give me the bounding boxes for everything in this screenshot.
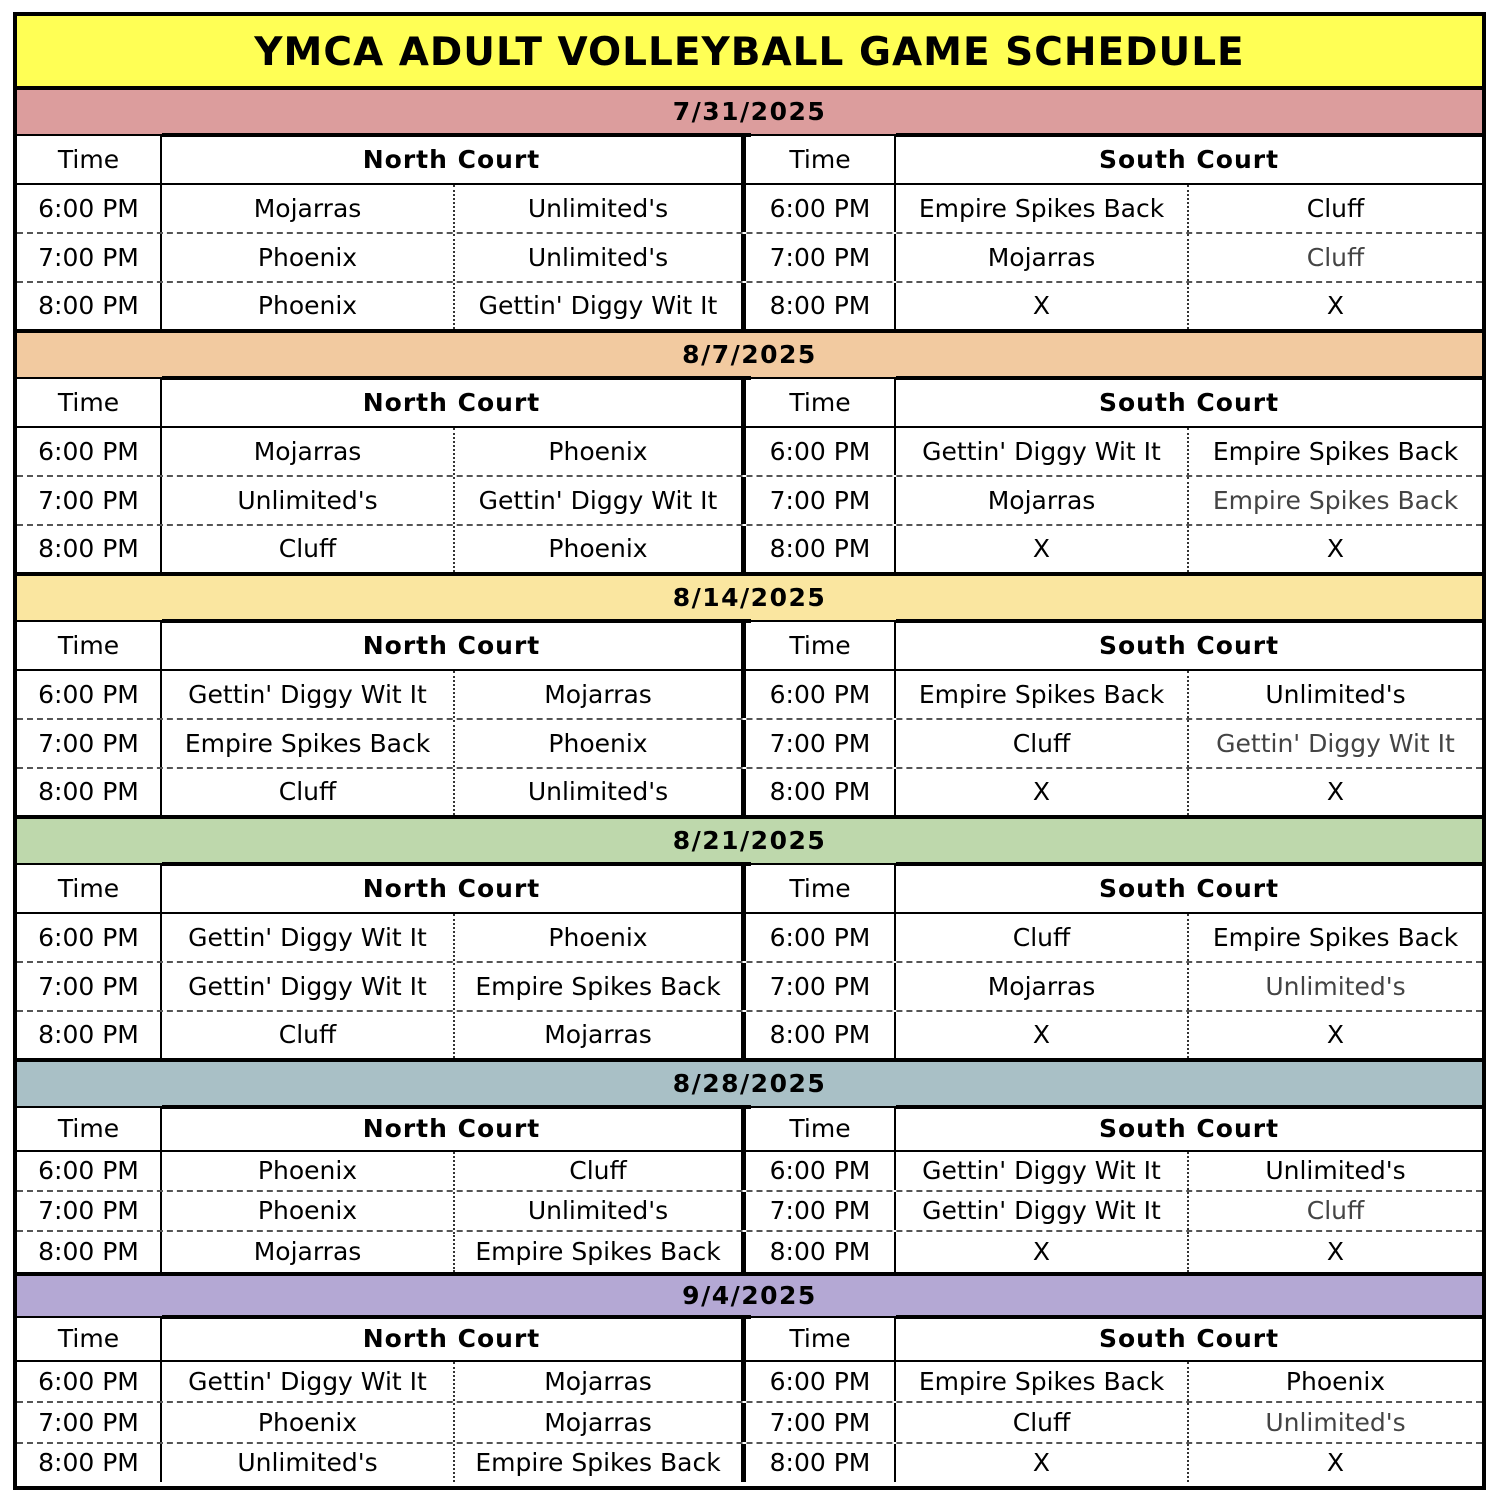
time-header: Time	[17, 865, 162, 912]
north-time-cell: 7:00 PM	[17, 477, 162, 524]
north-court-header: North Court	[162, 1108, 746, 1150]
north-team-b: Unlimited's	[455, 185, 746, 232]
south-time-cell: 8:00 PM	[746, 1444, 896, 1482]
time-header: Time	[746, 865, 896, 912]
schedule-sheet	[13, 12, 1486, 1490]
south-time-cell: 7:00 PM	[746, 1192, 896, 1230]
south-time-cell: 8:00 PM	[746, 769, 896, 815]
time-header: Time	[746, 136, 896, 183]
court-header-row	[17, 1318, 1482, 1362]
south-team-a: X	[896, 1444, 1189, 1482]
south-team-b: X	[1326, 291, 1345, 320]
day-block	[17, 90, 1482, 333]
south-time-cell: 8:00 PM	[746, 1012, 896, 1058]
south-header-rule	[896, 133, 1482, 137]
north-team-b: Mojarras	[455, 1403, 746, 1442]
game-row	[17, 1152, 1482, 1192]
south-team-b: Gettin' Diggy Wit It	[1216, 729, 1455, 758]
game-row	[17, 526, 1482, 572]
south-court-header: South Court	[1098, 388, 1280, 417]
north-team-a: Cluff	[162, 769, 455, 815]
north-team-a: Phoenix	[162, 283, 455, 329]
south-time-cell: 6:00 PM	[746, 1152, 896, 1190]
north-time-cell: 6:00 PM	[17, 1152, 162, 1190]
north-team-a: Mojarras	[162, 1232, 455, 1272]
south-court-header: South Court	[1098, 1114, 1280, 1143]
north-team-b: Empire Spikes Back	[455, 963, 746, 1010]
south-time-cell: 8:00 PM	[746, 1232, 896, 1272]
time-header: Time	[17, 622, 162, 669]
game-row	[17, 283, 1482, 329]
game-row	[17, 963, 1482, 1012]
time-header: Time	[746, 379, 896, 426]
north-team-a: Unlimited's	[162, 477, 455, 524]
north-header-rule	[162, 376, 751, 380]
date-band: 8/7/2025	[17, 333, 1482, 379]
south-team-b: Phoenix	[1285, 1367, 1386, 1396]
north-team-b: Unlimited's	[455, 234, 746, 281]
north-time-cell: 6:00 PM	[17, 428, 162, 475]
north-team-b: Mojarras	[455, 1362, 746, 1401]
south-court-header: South Court	[1098, 1324, 1280, 1353]
north-time-cell: 8:00 PM	[17, 283, 162, 329]
day-block	[17, 819, 1482, 1062]
south-team-b: X	[1326, 534, 1345, 563]
south-team-a: Gettin' Diggy Wit It	[896, 1192, 1189, 1230]
south-team-a: Cluff	[896, 1403, 1189, 1442]
north-court-header: North Court	[162, 136, 746, 183]
north-time-cell: 7:00 PM	[17, 720, 162, 767]
south-team-b: Cluff	[1306, 194, 1365, 223]
south-time-cell: 7:00 PM	[746, 963, 896, 1010]
game-row	[17, 477, 1482, 526]
south-team-a: Mojarras	[896, 477, 1189, 524]
south-time-cell: 7:00 PM	[746, 234, 896, 281]
game-row	[17, 428, 1482, 477]
time-header: Time	[17, 1108, 162, 1150]
south-team-b: Unlimited's	[1265, 680, 1406, 709]
north-team-a: Phoenix	[162, 234, 455, 281]
south-team-a: Empire Spikes Back	[896, 185, 1189, 232]
game-row	[17, 185, 1482, 234]
north-time-cell: 7:00 PM	[17, 1192, 162, 1230]
north-team-a: Gettin' Diggy Wit It	[162, 671, 455, 718]
court-header-row	[17, 1108, 1482, 1152]
date-band: 8/28/2025	[17, 1062, 1482, 1108]
south-team-a: Mojarras	[896, 963, 1189, 1010]
schedule-title: YMCA ADULT VOLLEYBALL GAME SCHEDULE	[17, 16, 1482, 90]
time-header: Time	[746, 1318, 896, 1360]
south-court-header: South Court	[1098, 631, 1280, 660]
date-band: 9/4/2025	[17, 1276, 1482, 1318]
date-band: 8/14/2025	[17, 576, 1482, 622]
north-team-b: Cluff	[455, 1152, 746, 1190]
north-header-rule	[162, 133, 751, 137]
north-team-a: Unlimited's	[162, 1444, 455, 1482]
north-team-b: Unlimited's	[455, 769, 746, 815]
game-row	[17, 1192, 1482, 1232]
south-header-rule	[896, 619, 1482, 623]
north-time-cell: 6:00 PM	[17, 1362, 162, 1401]
north-time-cell: 8:00 PM	[17, 526, 162, 572]
north-team-b: Empire Spikes Back	[455, 1232, 746, 1272]
north-team-b: Unlimited's	[455, 1192, 746, 1230]
south-time-cell: 6:00 PM	[746, 671, 896, 718]
south-team-b: Unlimited's	[1265, 972, 1406, 1001]
north-time-cell: 7:00 PM	[17, 963, 162, 1010]
north-team-b: Phoenix	[455, 720, 746, 767]
time-header: Time	[17, 379, 162, 426]
south-team-b: Empire Spikes Back	[1212, 923, 1459, 952]
south-header-rule	[896, 376, 1482, 380]
north-team-b: Gettin' Diggy Wit It	[455, 283, 746, 329]
north-team-a: Mojarras	[162, 185, 455, 232]
north-team-b: Gettin' Diggy Wit It	[455, 477, 746, 524]
game-row	[17, 1012, 1482, 1058]
day-block	[17, 1062, 1482, 1276]
south-team-a: Gettin' Diggy Wit It	[896, 428, 1189, 475]
north-team-b: Phoenix	[455, 526, 746, 572]
north-team-b: Mojarras	[455, 671, 746, 718]
north-team-a: Phoenix	[162, 1403, 455, 1442]
north-team-a: Empire Spikes Back	[162, 720, 455, 767]
north-team-a: Mojarras	[162, 428, 455, 475]
south-team-b: X	[1326, 1020, 1345, 1049]
north-header-rule	[162, 862, 751, 866]
north-team-a: Phoenix	[162, 1152, 455, 1190]
south-team-b: Cluff	[1306, 243, 1365, 272]
time-header: Time	[17, 136, 162, 183]
date-band: 8/21/2025	[17, 819, 1482, 865]
south-team-b: X	[1326, 1448, 1345, 1477]
date-band: 7/31/2025	[17, 90, 1482, 136]
north-time-cell: 6:00 PM	[17, 671, 162, 718]
south-team-a: Gettin' Diggy Wit It	[896, 1152, 1189, 1190]
north-time-cell: 6:00 PM	[17, 914, 162, 961]
south-team-a: X	[896, 1012, 1189, 1058]
south-team-a: X	[896, 1232, 1189, 1272]
court-header-row	[17, 622, 1482, 671]
game-row	[17, 720, 1482, 769]
north-time-cell: 8:00 PM	[17, 1012, 162, 1058]
north-team-a: Gettin' Diggy Wit It	[162, 914, 455, 961]
south-team-a: Empire Spikes Back	[896, 671, 1189, 718]
north-court-header: North Court	[162, 1318, 746, 1360]
south-team-a: Mojarras	[896, 234, 1189, 281]
south-time-cell: 7:00 PM	[746, 477, 896, 524]
north-court-header: North Court	[162, 379, 746, 426]
south-team-b: X	[1326, 1237, 1345, 1266]
south-time-cell: 6:00 PM	[746, 428, 896, 475]
south-header-rule	[896, 1105, 1482, 1109]
north-time-cell: 8:00 PM	[17, 769, 162, 815]
north-time-cell: 8:00 PM	[17, 1444, 162, 1482]
south-time-cell: 7:00 PM	[746, 720, 896, 767]
north-team-b: Phoenix	[455, 914, 746, 961]
south-team-b: Empire Spikes Back	[1212, 437, 1459, 466]
day-block	[17, 333, 1482, 576]
court-header-row	[17, 379, 1482, 428]
court-header-row	[17, 865, 1482, 914]
north-team-b: Phoenix	[455, 428, 746, 475]
south-team-b: Unlimited's	[1265, 1408, 1406, 1437]
south-time-cell: 7:00 PM	[746, 1403, 896, 1442]
north-court-header: North Court	[162, 622, 746, 669]
south-team-b: Cluff	[1306, 1196, 1365, 1225]
north-header-rule	[162, 1315, 751, 1319]
south-header-rule	[896, 862, 1482, 866]
south-court-header: South Court	[1098, 874, 1280, 903]
south-team-a: Empire Spikes Back	[896, 1362, 1189, 1401]
south-court-header: South Court	[1098, 145, 1280, 174]
south-team-a: Cluff	[896, 720, 1189, 767]
south-team-a: Cluff	[896, 914, 1189, 961]
game-row	[17, 1362, 1482, 1403]
north-time-cell: 6:00 PM	[17, 185, 162, 232]
time-header: Time	[746, 1108, 896, 1150]
north-team-a: Gettin' Diggy Wit It	[162, 1362, 455, 1401]
north-header-rule	[162, 619, 751, 623]
south-header-rule	[896, 1315, 1482, 1319]
game-row	[17, 671, 1482, 720]
north-team-a: Gettin' Diggy Wit It	[162, 963, 455, 1010]
time-header: Time	[17, 1318, 162, 1360]
time-header: Time	[746, 622, 896, 669]
north-team-b: Mojarras	[455, 1012, 746, 1058]
game-row	[17, 769, 1482, 815]
north-team-b: Empire Spikes Back	[455, 1444, 746, 1482]
south-team-a: X	[896, 283, 1189, 329]
north-team-a: Cluff	[162, 1012, 455, 1058]
south-team-b: Unlimited's	[1265, 1156, 1406, 1185]
south-team-b: X	[1326, 777, 1345, 806]
south-team-a: X	[896, 526, 1189, 572]
north-court-header: North Court	[162, 865, 746, 912]
south-team-a: X	[896, 769, 1189, 815]
north-time-cell: 7:00 PM	[17, 1403, 162, 1442]
court-header-row	[17, 136, 1482, 185]
south-team-b: Empire Spikes Back	[1212, 486, 1459, 515]
game-row	[17, 234, 1482, 283]
game-row	[17, 1403, 1482, 1444]
day-block	[17, 1276, 1482, 1486]
game-row	[17, 1444, 1482, 1482]
north-time-cell: 7:00 PM	[17, 234, 162, 281]
north-time-cell: 8:00 PM	[17, 1232, 162, 1272]
north-header-rule	[162, 1105, 751, 1109]
game-row	[17, 914, 1482, 963]
south-time-cell: 8:00 PM	[746, 526, 896, 572]
south-time-cell: 6:00 PM	[746, 914, 896, 961]
north-team-a: Cluff	[162, 526, 455, 572]
south-time-cell: 6:00 PM	[746, 185, 896, 232]
south-time-cell: 6:00 PM	[746, 1362, 896, 1401]
north-team-a: Phoenix	[162, 1192, 455, 1230]
game-row	[17, 1232, 1482, 1272]
day-block	[17, 576, 1482, 819]
south-time-cell: 8:00 PM	[746, 283, 896, 329]
